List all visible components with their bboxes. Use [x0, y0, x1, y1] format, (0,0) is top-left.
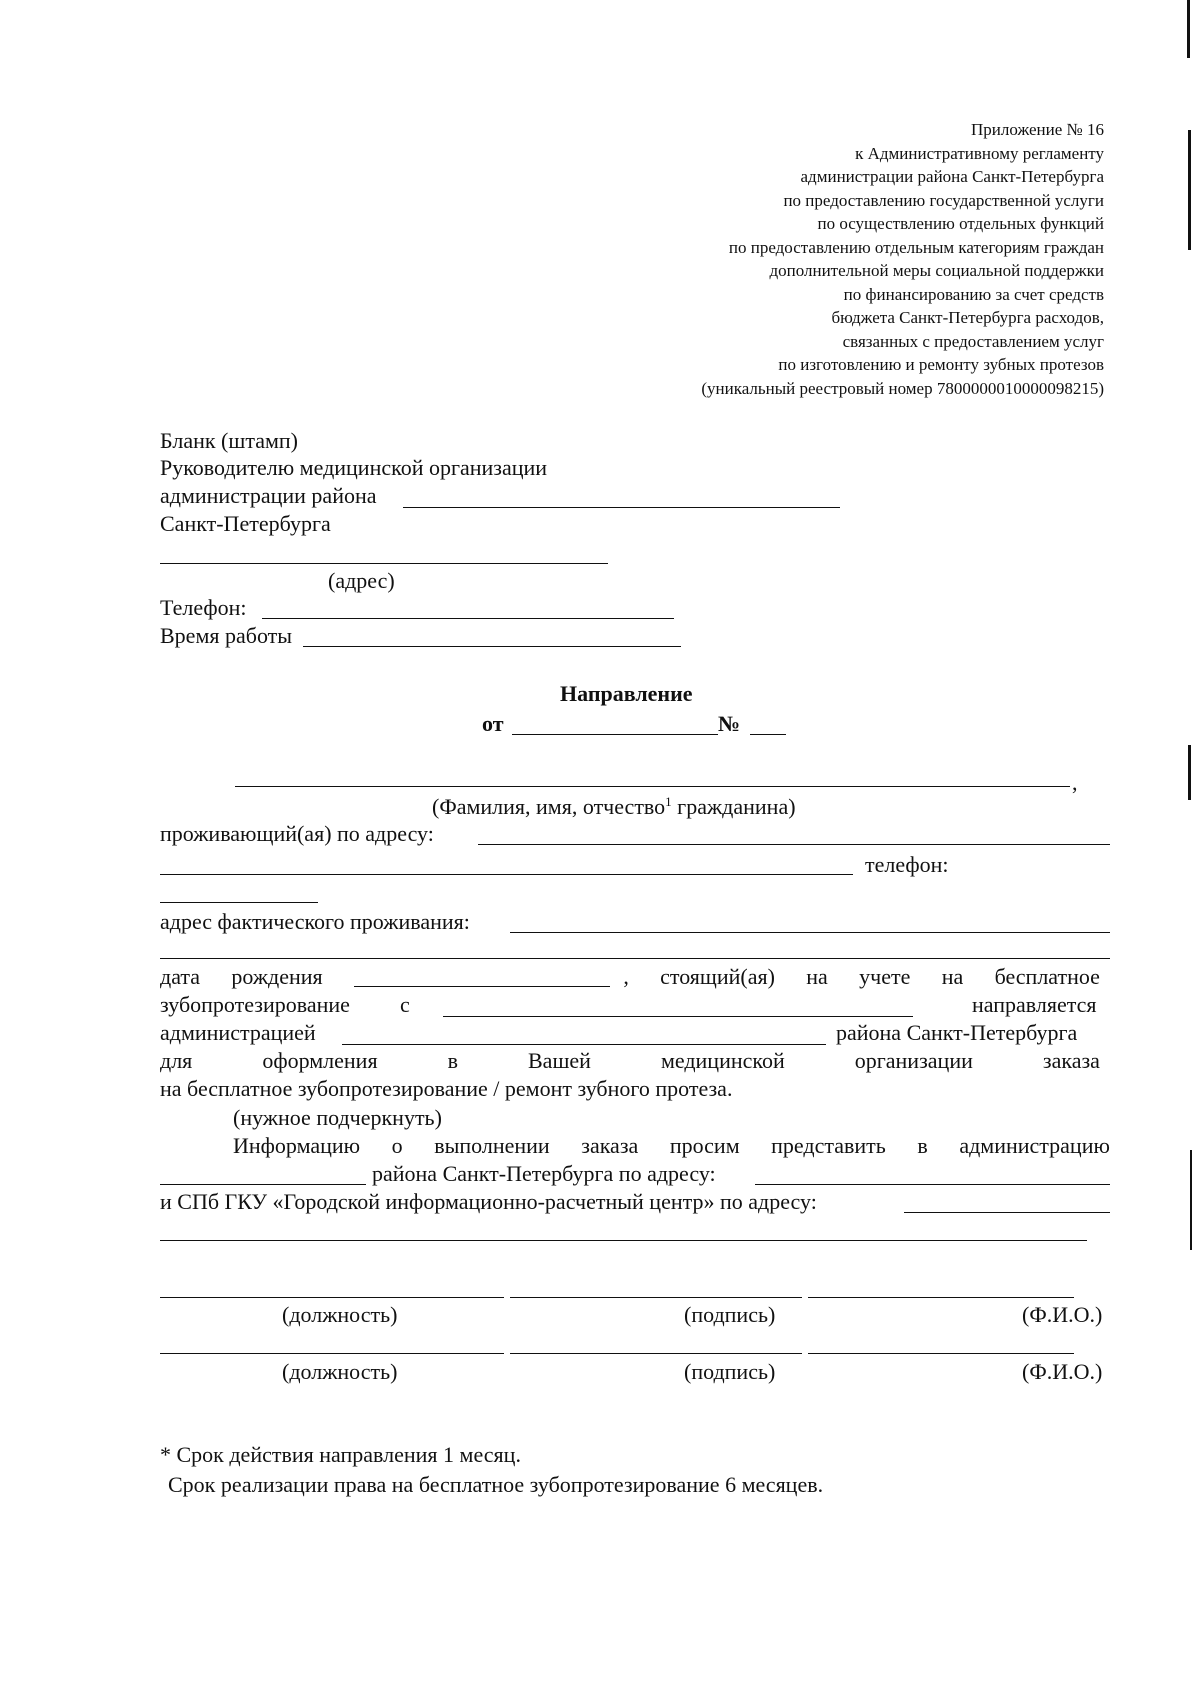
residing-label: проживающий(ая) по адресу: — [160, 821, 434, 846]
signature-field[interactable] — [510, 1297, 802, 1298]
appendix-header — [544, 118, 1104, 400]
position-caption: (должность) — [282, 1302, 398, 1327]
name-comma: , — [1072, 770, 1078, 795]
header-line: по финансированию за счет средств — [843, 284, 1104, 304]
district-address-label: района Санкт-Петербурга по адресу: — [372, 1161, 716, 1186]
word: выполнении — [434, 1133, 550, 1158]
footnote-mark: 1 — [665, 794, 672, 809]
word: медицинской — [660, 1048, 785, 1073]
addressee-head-label: Руководителю медицинской организации — [160, 455, 548, 480]
citizen-name-field[interactable] — [235, 786, 1070, 787]
citizen-phone-label: телефон: — [865, 852, 949, 877]
header-line: по изготовлению и ремонту зубных протезов — [778, 355, 1104, 374]
city-label: Санкт-Петербурга — [160, 511, 331, 536]
paragraph-row-1 — [160, 964, 1100, 990]
header-line: к Административному регламенту — [855, 143, 1104, 163]
birth-date-field[interactable] — [354, 964, 610, 987]
signature-field[interactable] — [510, 1353, 802, 1354]
working-hours-field[interactable] — [303, 646, 681, 647]
word: в — [917, 1133, 928, 1158]
word: представить — [771, 1133, 886, 1158]
word: о — [391, 1133, 403, 1158]
residence-address-field[interactable] — [478, 844, 1110, 845]
gku-address-label: и СПб ГКУ «Городской информационно-расчетный центр» по адресу: — [160, 1189, 817, 1214]
document-number-field[interactable] — [750, 734, 786, 735]
word: просим — [669, 1133, 740, 1158]
citizen-phone-field[interactable] — [160, 902, 318, 903]
scan-edge-mark — [1188, 130, 1191, 250]
scan-edge-mark — [1190, 1150, 1192, 1250]
word: администрацию — [959, 1133, 1110, 1158]
row2-word: с — [400, 992, 410, 1017]
word: дата — [160, 964, 201, 989]
full-name-caption: (Ф.И.О.) — [1022, 1302, 1103, 1327]
word: Вашей — [528, 1048, 591, 1073]
phone-field[interactable] — [262, 618, 674, 619]
number-label: № — [718, 711, 741, 736]
word: организации — [854, 1048, 973, 1073]
signature-caption: (подпись) — [684, 1302, 776, 1327]
scan-edge-mark — [1187, 0, 1190, 58]
header-line: по осуществлению отдельных функций — [817, 214, 1104, 233]
queue-date-field[interactable] — [443, 1016, 913, 1017]
word: заказа — [1042, 1048, 1100, 1073]
header-line: связанных с предоставлением услуг — [842, 331, 1104, 351]
gku-address-field[interactable] — [904, 1212, 1110, 1213]
underline-note: (нужное подчеркнуть) — [233, 1105, 442, 1130]
word: , — [623, 964, 629, 989]
validity-note: * Срок действия направления 1 месяц. — [160, 1442, 521, 1467]
address-caption: (адрес) — [328, 568, 395, 593]
word: учете — [859, 964, 911, 989]
district-address-field[interactable] — [755, 1184, 1110, 1185]
document-date-field[interactable] — [512, 734, 718, 735]
word: для — [160, 1048, 193, 1073]
full-name-field[interactable] — [808, 1297, 1074, 1298]
word: в — [447, 1048, 458, 1073]
name-caption-text: (Фамилия, имя, отчество — [432, 794, 666, 819]
info-row — [233, 1133, 1110, 1159]
header-line: администрации района Санкт-Петербурга — [800, 167, 1104, 186]
word: бесплатное — [994, 964, 1100, 989]
word: на — [806, 964, 828, 989]
header-line: по предоставлению отдельным категориям граждан — [728, 237, 1104, 257]
word: заказа — [581, 1133, 639, 1158]
date-from-label: от — [482, 711, 504, 736]
position-field[interactable] — [160, 1297, 504, 1298]
working-hours-label: Время работы — [160, 623, 293, 648]
actual-address-field-2[interactable] — [160, 958, 1110, 959]
word: оформления — [262, 1048, 378, 1073]
word: на — [941, 964, 964, 989]
actual-address-field[interactable] — [510, 932, 1110, 933]
header-line: дополнительной меры социальной поддержки — [769, 261, 1104, 280]
header-line: по предоставлению государственной услуги — [783, 190, 1104, 210]
residence-address-field-2[interactable] — [160, 874, 853, 875]
district-field[interactable] — [160, 1184, 366, 1185]
position-caption: (должность) — [282, 1359, 398, 1384]
header-line: бюджета Санкт-Петербурга расходов, — [831, 308, 1104, 327]
word: рождения — [231, 964, 323, 989]
paragraph-row-5: на бесплатное зубопротезирование / ремонт зубного протеза. — [160, 1076, 733, 1101]
paragraph-row-4 — [160, 1048, 1100, 1074]
gku-address-field-2[interactable] — [160, 1240, 1087, 1241]
full-name-field[interactable] — [808, 1353, 1074, 1354]
word: стоящий(ая) — [660, 964, 775, 989]
row2-word: зубопротезирование — [160, 992, 350, 1017]
document-title: Направление — [560, 681, 693, 706]
row3-word: района Санкт-Петербурга — [836, 1020, 1078, 1045]
signature-caption: (подпись) — [684, 1359, 776, 1384]
header-line: Приложение № 16 — [971, 120, 1104, 139]
position-field[interactable] — [160, 1353, 504, 1354]
blank-stamp-label: Бланк (штамп) — [160, 428, 298, 453]
full-name-caption: (Ф.И.О.) — [1022, 1359, 1103, 1384]
district-name-field[interactable] — [403, 507, 840, 508]
actual-address-label: адрес фактического проживания: — [160, 909, 470, 934]
realization-note: Срок реализации права на бесплатное зубопротезирование 6 месяцев. — [168, 1472, 824, 1497]
row3-word: администрацией — [160, 1020, 316, 1045]
phone-label: Телефон: — [160, 595, 247, 620]
district-admin-label: администрации района — [160, 483, 377, 508]
header-line: (уникальный реестровый номер 7800000010000098215) — [701, 378, 1104, 398]
name-caption-text-end: гражданина) — [671, 794, 796, 819]
word: Информацию — [233, 1133, 361, 1158]
address-field[interactable] — [160, 563, 608, 564]
row2-word: направляется — [972, 992, 1097, 1017]
administration-name-field[interactable] — [342, 1044, 826, 1045]
scan-edge-mark — [1188, 745, 1191, 800]
name-caption — [432, 794, 796, 820]
